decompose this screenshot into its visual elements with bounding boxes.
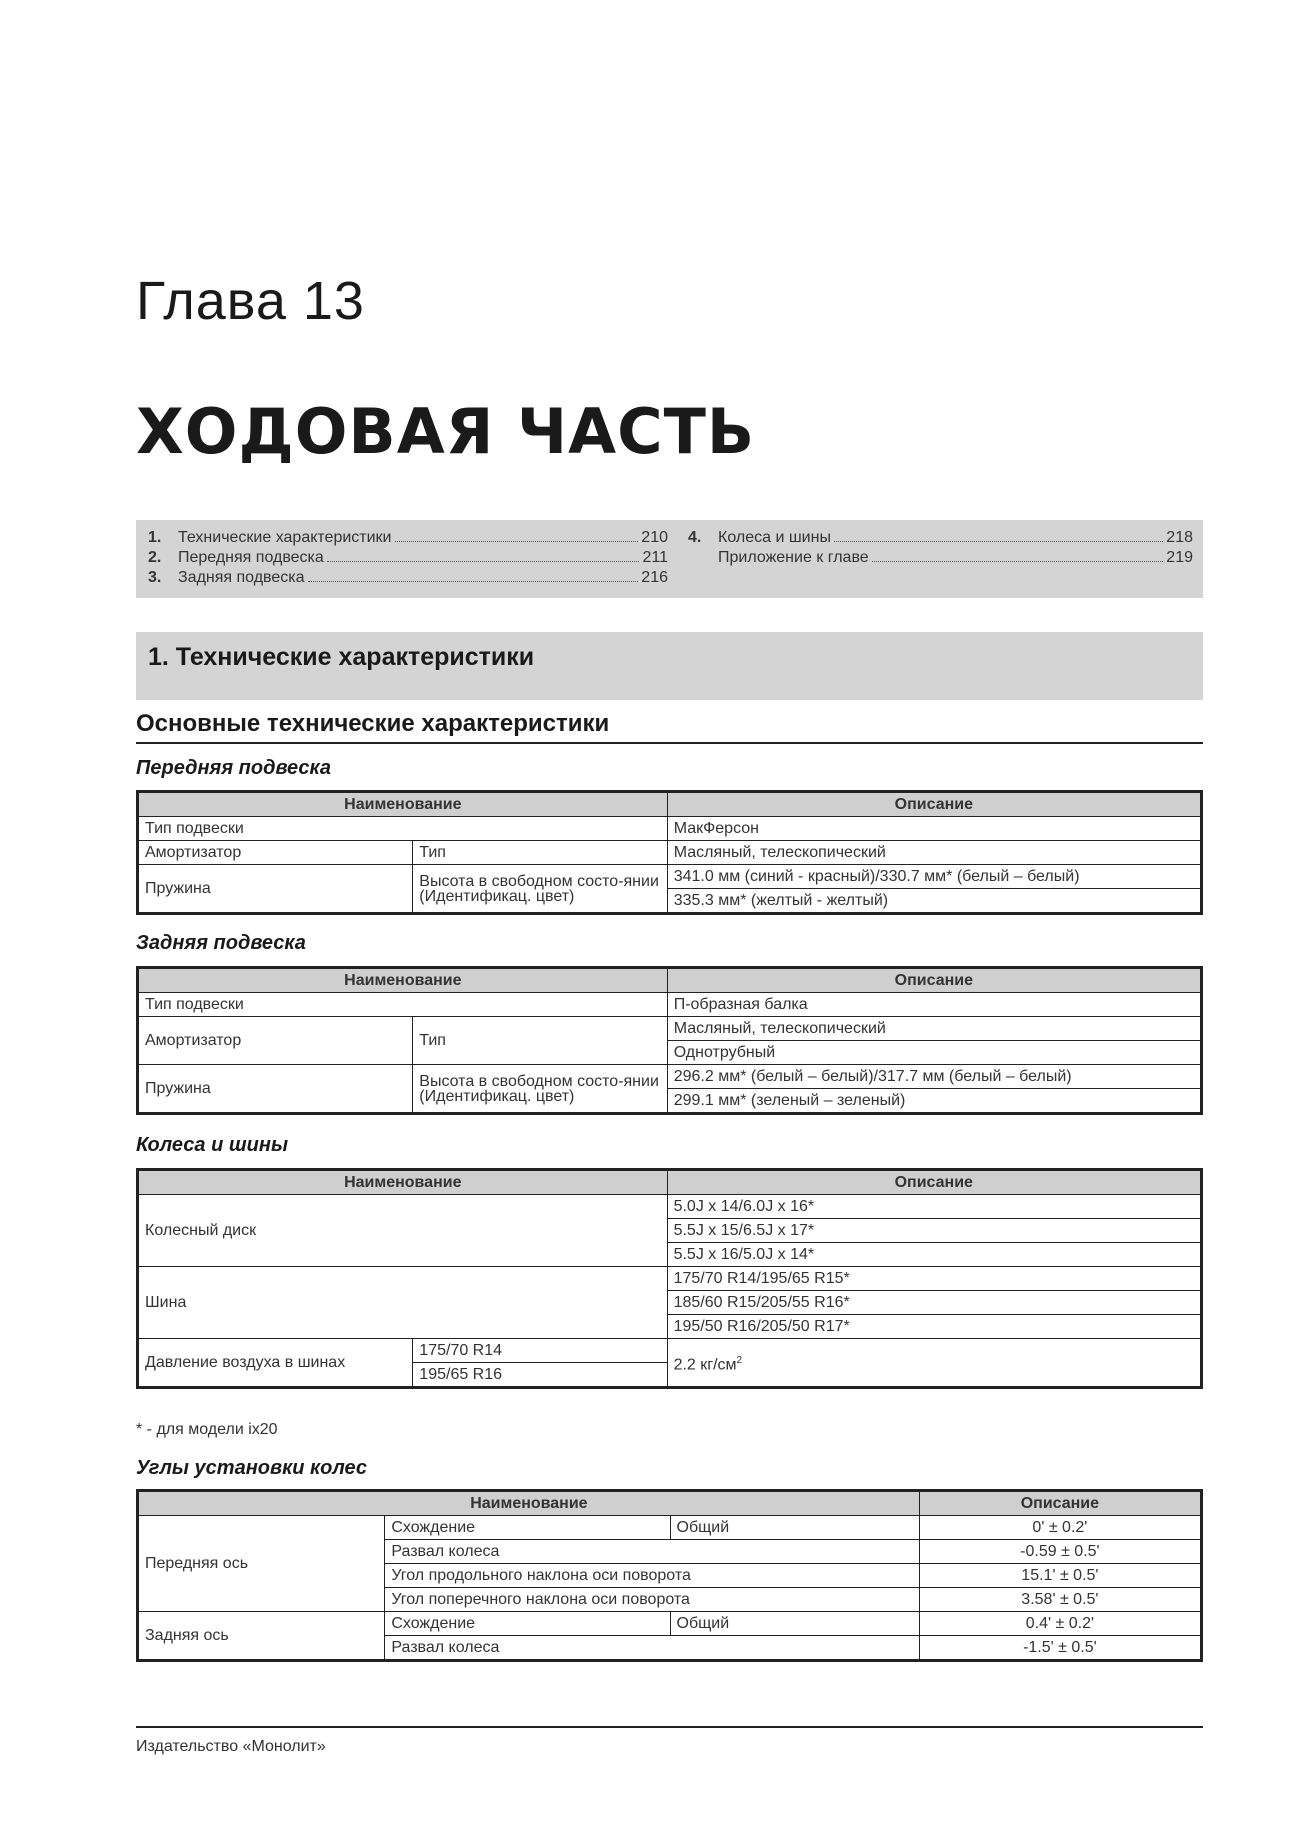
cell-sublabel: Развал колеса	[385, 1540, 919, 1564]
cell-value: 175/70 R14/195/65 R15*	[667, 1267, 1201, 1291]
table-row	[138, 1516, 1202, 1540]
cell-label: Передняя ось	[138, 1516, 385, 1612]
table-header-row	[138, 792, 1202, 817]
toc-item-number: 4.	[688, 529, 702, 546]
toc-item-page: 210	[641, 529, 668, 546]
toc-leader	[395, 541, 639, 542]
cell-sublabel: Схождение	[385, 1612, 670, 1636]
toc-item-page: 211	[642, 549, 668, 566]
table-row	[138, 1339, 1202, 1363]
cell-value: 299.1 мм* (зеленый – зеленый)	[667, 1089, 1201, 1114]
table-header-row	[138, 968, 1202, 993]
toc-item-number: 2.	[148, 549, 162, 566]
header-name: Наименование	[138, 1170, 668, 1195]
cell-sublabel: Угол продольного наклона оси поворота	[385, 1564, 919, 1588]
cell-value: -0.59 ± 0.5'	[919, 1540, 1201, 1564]
table-row	[138, 817, 1202, 841]
table-row	[138, 1612, 1202, 1636]
rear-suspension-title: Задняя подвеска	[136, 932, 306, 954]
table-header-row	[138, 1170, 1202, 1195]
cell-value: 0.4' ± 0.2'	[919, 1612, 1201, 1636]
cell-sublabel: Общий	[670, 1612, 919, 1636]
toc-leader	[327, 561, 640, 562]
toc-item-label: Колеса и шины	[718, 529, 831, 546]
toc-leader	[834, 541, 1163, 542]
cell-label: Амортизатор	[138, 841, 413, 865]
toc-item	[688, 548, 1193, 568]
cell-sublabel: Угол поперечного наклона оси поворота	[385, 1588, 919, 1612]
header-name: Наименование	[138, 1491, 920, 1516]
footnote: * - для модели ix20	[136, 1421, 278, 1438]
cell-label: Тип подвески	[138, 817, 668, 841]
toc-item-number: 1.	[148, 529, 162, 546]
cell-sublabel: Схождение	[385, 1516, 670, 1540]
cell-sublabel: Развал колеса	[385, 1636, 919, 1661]
toc-item-page: 218	[1166, 529, 1193, 546]
toc-item-label: Приложение к главе	[718, 549, 869, 566]
cell-label: Амортизатор	[138, 1017, 413, 1065]
toc-item-number: 3.	[148, 569, 162, 586]
cell-value: -1.5' ± 0.5'	[919, 1636, 1201, 1661]
cell-value: 185/60 R15/205/55 R16*	[667, 1291, 1201, 1315]
chapter-title: ХОДОВАЯ ЧАСТЬ	[136, 395, 756, 468]
toc-item-label: Задняя подвеска	[178, 569, 305, 586]
cell-label: Пружина	[138, 1065, 413, 1114]
pressure-unit-superscript: 2	[736, 1354, 743, 1366]
cell-label: Тип подвески	[138, 993, 668, 1017]
toc-item	[148, 528, 668, 548]
front-suspension-table	[136, 790, 1203, 915]
cell-sublabel: Общий	[670, 1516, 919, 1540]
cell-value: 3.58' ± 0.5'	[919, 1588, 1201, 1612]
publisher-footer: Издательство «Монолит»	[136, 1738, 326, 1755]
cell-value: 0' ± 0.2'	[919, 1516, 1201, 1540]
chapter-label: Глава 13	[136, 271, 365, 331]
table-row	[138, 865, 1202, 889]
toc-leader	[872, 561, 1164, 562]
table-row	[138, 841, 1202, 865]
rear-suspension-table	[136, 966, 1203, 1115]
toc-item	[688, 528, 1193, 548]
toc-item	[148, 568, 668, 588]
front-suspension-title: Передняя подвеска	[136, 757, 332, 779]
toc-item-page: 216	[641, 569, 668, 586]
pressure-value: 2.2 кг/см	[673, 1356, 737, 1374]
cell-label: Давление воздуха в шинах	[138, 1339, 413, 1388]
section-title: 1. Технические характеристики	[148, 643, 535, 671]
cell-value: Однотрубный	[667, 1041, 1201, 1065]
table-of-contents	[136, 520, 1203, 598]
table-row	[138, 993, 1202, 1017]
toc-leader	[308, 581, 639, 582]
cell-value: 296.2 мм* (белый – белый)/317.7 мм (белый – белый)	[667, 1065, 1201, 1089]
cell-sublabel: Тип	[413, 841, 667, 865]
cell-label: Шина	[138, 1267, 668, 1339]
cell-label: Колесный диск	[138, 1195, 668, 1267]
cell-sublabel: 175/70 R14	[413, 1339, 667, 1363]
cell-sublabel: 195/65 R16	[413, 1363, 667, 1388]
wheels-tires-title: Колеса и шины	[136, 1134, 289, 1156]
cell-label: Задняя ось	[138, 1612, 385, 1661]
table-row	[138, 1065, 1202, 1089]
header-description: Описание	[667, 968, 1201, 993]
section-band	[136, 632, 1203, 700]
cell-value: П-образная балка	[667, 993, 1201, 1017]
cell-sublabel: Тип	[413, 1017, 667, 1065]
cell-value: МакФерсон	[667, 817, 1201, 841]
toc-item-label: Передняя подвеска	[178, 549, 324, 566]
toc-column-right	[688, 528, 1193, 568]
cell-value: 5.5J x 15/6.5J x 17*	[667, 1219, 1201, 1243]
table-row	[138, 1017, 1202, 1041]
cell-value: 15.1' ± 0.5'	[919, 1564, 1201, 1588]
cell-value	[667, 1339, 1201, 1388]
wheels-tires-table	[136, 1168, 1203, 1389]
header-description: Описание	[919, 1491, 1201, 1516]
alignment-title: Углы установки колес	[136, 1457, 367, 1479]
toc-column-left	[148, 528, 668, 588]
header-description: Описание	[667, 792, 1201, 817]
cell-value: 341.0 мм (синий - красный)/330.7 мм* (белый – белый)	[667, 865, 1201, 889]
header-name: Наименование	[138, 792, 668, 817]
header-name: Наименование	[138, 968, 668, 993]
cell-sublabel: Высота в свободном состо-янии (Идентификац. цвет)	[413, 865, 667, 914]
cell-label: Пружина	[138, 865, 413, 914]
cell-value: 335.3 мм* (желтый - желтый)	[667, 889, 1201, 914]
table-header-row	[138, 1491, 1202, 1516]
subsection-title: Основные технические характеристики	[136, 710, 1203, 744]
toc-item	[148, 548, 668, 568]
header-description: Описание	[667, 1170, 1201, 1195]
table-row	[138, 1267, 1202, 1291]
cell-value: 5.0J x 14/6.0J x 16*	[667, 1195, 1201, 1219]
cell-value: 5.5J x 16/5.0J x 14*	[667, 1243, 1201, 1267]
alignment-table	[136, 1489, 1203, 1662]
toc-item-page: 219	[1166, 549, 1193, 566]
cell-value: 195/50 R16/205/50 R17*	[667, 1315, 1201, 1339]
table-row	[138, 1195, 1202, 1219]
cell-value: Масляный, телескопический	[667, 1017, 1201, 1041]
footer-divider	[136, 1726, 1203, 1728]
toc-item-label: Технические характеристики	[178, 529, 392, 546]
cell-sublabel: Высота в свободном состо-янии (Идентификац. цвет)	[413, 1065, 667, 1114]
cell-value: Масляный, телескопический	[667, 841, 1201, 865]
